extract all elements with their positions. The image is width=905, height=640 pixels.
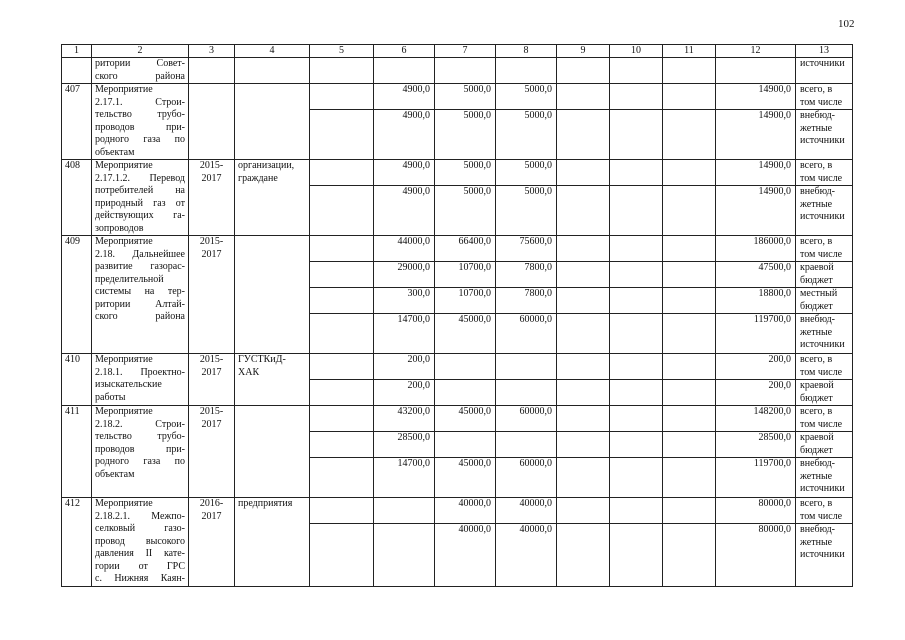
row-number-cell [62,58,92,84]
total-amount-cell: 18800,0 [716,288,796,314]
empty-cell-col11 [663,262,716,288]
description-line: проводов при- [95,121,185,133]
amount-cell-col6: 4900,0 [374,186,435,236]
amount-cell-col8: 5000,0 [496,110,557,160]
executor-cell [235,406,310,498]
empty-cell-col10 [610,458,663,498]
amount-cell-col7: 40000,0 [435,498,496,524]
table-row [62,160,853,186]
total-amount-cell: 47500,0 [716,262,796,288]
funding-source-cell: всего, в том числе [796,236,853,262]
description-line: зопроводов [95,222,144,234]
empty-cell-col11 [663,160,716,186]
total-amount-cell: 28500,0 [716,432,796,458]
column-header: 3 [189,45,235,58]
table-row [62,406,853,432]
column-header: 4 [235,45,310,58]
amount-cell-col6 [374,498,435,524]
column-header: 9 [557,45,610,58]
amount-cell-col7 [435,432,496,458]
description-line: родного газа по [95,456,185,467]
empty-cell-col5 [310,458,374,498]
empty-cell-col5 [310,432,374,458]
column-header: 8 [496,45,557,58]
total-amount-cell: 14900,0 [716,110,796,160]
funding-source-cell: всего, в том числе [796,354,853,380]
description-line: изыскательские [95,379,162,390]
funding-source-cell: внебюд- жетные источники [796,186,853,236]
empty-cell-col11 [663,288,716,314]
funding-source-cell: источники [796,58,853,84]
description-line: тельство трубо- [95,109,185,120]
amount-cell-col7: 5000,0 [435,186,496,236]
amount-cell-col8: 7800,0 [496,262,557,288]
empty-cell-col9 [557,458,610,498]
empty-cell-col5 [310,498,374,524]
empty-cell-col5 [310,236,374,262]
description-line: Мероприятие [95,406,153,417]
description-cell [92,498,189,587]
empty-cell-col9 [557,186,610,236]
empty-cell-col5 [310,288,374,314]
empty-cell-col9 [557,406,610,432]
row-number-cell: 409 [62,236,92,354]
row-number-cell: 410 [62,354,92,406]
total-amount-cell: 14900,0 [716,160,796,186]
column-header: 1 [62,45,92,58]
executor-cell: организации, граждане [235,160,310,236]
empty-cell-col9 [557,354,610,380]
description-line: с. Нижняя Каян- [95,573,185,584]
description-line: гории от ГРС [95,560,185,572]
amount-cell-col6: 200,0 [374,354,435,380]
amount-cell-col7: 10700,0 [435,288,496,314]
amount-cell-col6 [374,524,435,586]
empty-cell-col9 [557,380,610,406]
empty-cell-col11 [663,186,716,236]
empty-cell-col11 [663,236,716,262]
program-table [61,44,853,587]
amount-cell-col8 [496,58,557,84]
amount-cell-col7: 5000,0 [435,110,496,160]
funding-source-cell: всего, в том числе [796,406,853,432]
amount-cell-col7 [435,58,496,84]
empty-cell-col11 [663,498,716,524]
description-line: системы на тер- [95,286,185,297]
description-cell [92,84,189,160]
executor-cell [235,84,310,160]
amount-cell-col8: 5000,0 [496,160,557,186]
table-row [62,236,853,262]
row-number-cell: 408 [62,160,92,236]
empty-cell-col10 [610,84,663,110]
description-line: Мероприятие [95,160,153,171]
description-line: 2.18.2. Строи- [95,418,185,430]
description-line: природный газ от [95,197,185,209]
description-line: тельство трубо- [95,431,185,442]
empty-cell-col10 [610,432,663,458]
years-cell: 2016- 2017 [189,498,235,587]
amount-cell-col8 [496,380,557,406]
column-header: 6 [374,45,435,58]
years-cell: 2015- 2017 [189,236,235,354]
description-line: 2.17.1.2. Перевод [95,172,185,184]
description-cell [92,236,189,354]
column-header: 10 [610,45,663,58]
executor-cell: предприятия [235,498,310,587]
description-line: объектам [95,146,135,158]
funding-source-cell: всего, в том числе [796,160,853,186]
row-number-cell: 412 [62,498,92,587]
description-cell [92,160,189,236]
empty-cell-col11 [663,380,716,406]
description-line: работы [95,391,126,403]
amount-cell-col7 [435,354,496,380]
description-line: провод высокого [95,535,185,547]
empty-cell-col11 [663,84,716,110]
column-header: 7 [435,45,496,58]
description-line: ского района [95,70,185,82]
description-line: 2.17.1. Строи- [95,96,185,108]
description-line: потребителей на [95,185,185,196]
description-line: объектам [95,468,135,480]
description-line: 2.18. Дальнейшее [95,248,185,260]
funding-source-cell: внебюд- жетные источники [796,524,853,586]
description-line: селковый газо- [95,523,185,534]
years-cell: 2015- 2017 [189,406,235,498]
empty-cell-col5 [310,160,374,186]
description-line: родного газа по [95,134,185,145]
empty-cell-col11 [663,458,716,498]
funding-source-cell: краевой бюджет [796,380,853,406]
table-row [62,354,853,380]
description-cell [92,354,189,406]
empty-cell-col10 [610,58,663,84]
empty-cell-col10 [610,380,663,406]
total-amount-cell [716,58,796,84]
description-line: Мероприятие [95,498,153,509]
total-amount-cell: 80000,0 [716,524,796,586]
amount-cell-col6: 29000,0 [374,262,435,288]
years-cell: 2015- 2017 [189,160,235,236]
table-row [62,84,853,110]
years-cell: 2015- 2017 [189,354,235,406]
empty-cell-col10 [610,186,663,236]
funding-source-cell: всего, в том числе [796,498,853,524]
empty-cell-col10 [610,406,663,432]
empty-cell-col11 [663,110,716,160]
empty-cell-col11 [663,354,716,380]
empty-cell-col9 [557,498,610,524]
description-line: Мероприятие [95,354,153,365]
empty-cell-col10 [610,354,663,380]
table-row [62,498,853,524]
empty-cell-col11 [663,314,716,354]
executor-cell: ГУСТКиД- ХАК [235,354,310,406]
amount-cell-col7: 45000,0 [435,406,496,432]
empty-cell-col11 [663,432,716,458]
empty-cell-col5 [310,58,374,84]
empty-cell-col10 [610,524,663,586]
empty-cell-col10 [610,288,663,314]
amount-cell-col8 [496,432,557,458]
total-amount-cell: 186000,0 [716,236,796,262]
description-line: 2.18.1. Проектно- [95,366,185,378]
empty-cell-col10 [610,110,663,160]
amount-cell-col8: 75600,0 [496,236,557,262]
total-amount-cell: 14900,0 [716,84,796,110]
description-line: ритории Совет- [95,58,185,69]
funding-source-cell: внебюд- жетные источники [796,458,853,498]
empty-cell-col5 [310,406,374,432]
funding-source-cell: внебюд- жетные источники [796,110,853,160]
amount-cell-col7: 40000,0 [435,524,496,586]
empty-cell-col11 [663,524,716,586]
empty-cell-col11 [663,58,716,84]
total-amount-cell: 119700,0 [716,458,796,498]
amount-cell-col7: 5000,0 [435,84,496,110]
description-line: проводов при- [95,443,185,455]
column-header: 12 [716,45,796,58]
description-line: пределительной [95,273,164,285]
amount-cell-col8: 5000,0 [496,84,557,110]
column-header: 5 [310,45,374,58]
amount-cell-col7: 10700,0 [435,262,496,288]
empty-cell-col10 [610,314,663,354]
years-cell [189,84,235,160]
amount-cell-col6: 14700,0 [374,458,435,498]
empty-cell-col11 [663,406,716,432]
column-header-row [62,45,853,58]
funding-source-cell: внебюд- жетные источники [796,314,853,354]
amount-cell-col6: 28500,0 [374,432,435,458]
empty-cell-col9 [557,524,610,586]
amount-cell-col8: 60000,0 [496,406,557,432]
amount-cell-col6: 4900,0 [374,84,435,110]
amount-cell-col8 [496,354,557,380]
page-number: 102 [838,18,855,30]
column-header: 13 [796,45,853,58]
amount-cell-col6: 43200,0 [374,406,435,432]
amount-cell-col6: 44000,0 [374,236,435,262]
empty-cell-col10 [610,236,663,262]
empty-cell-col9 [557,236,610,262]
amount-cell-col8: 5000,0 [496,186,557,236]
total-amount-cell: 200,0 [716,380,796,406]
amount-cell-col8: 40000,0 [496,498,557,524]
table-row [62,58,853,84]
amount-cell-col6: 200,0 [374,380,435,406]
amount-cell-col7: 66400,0 [435,236,496,262]
empty-cell-col9 [557,110,610,160]
empty-cell-col9 [557,160,610,186]
executor-cell [235,236,310,354]
description-cell [92,58,189,84]
description-line: действующих га- [95,210,185,221]
description-line: Мероприятие [95,84,153,95]
empty-cell-col5 [310,524,374,586]
empty-cell-col5 [310,262,374,288]
empty-cell-col9 [557,288,610,314]
amount-cell-col6 [374,58,435,84]
empty-cell-col10 [610,160,663,186]
empty-cell-col5 [310,314,374,354]
description-line: Мероприятие [95,236,153,247]
empty-cell-col9 [557,432,610,458]
column-header: 11 [663,45,716,58]
amount-cell-col7: 45000,0 [435,458,496,498]
total-amount-cell: 119700,0 [716,314,796,354]
row-number-cell: 411 [62,406,92,498]
description-line: ритории Алтай- [95,298,185,310]
total-amount-cell: 200,0 [716,354,796,380]
description-cell [92,406,189,498]
empty-cell-col5 [310,110,374,160]
amount-cell-col8: 40000,0 [496,524,557,586]
amount-cell-col8: 60000,0 [496,314,557,354]
empty-cell-col9 [557,314,610,354]
funding-source-cell: краевой бюджет [796,432,853,458]
empty-cell-col10 [610,498,663,524]
empty-cell-col10 [610,262,663,288]
years-cell [189,58,235,84]
amount-cell-col6: 14700,0 [374,314,435,354]
total-amount-cell: 148200,0 [716,406,796,432]
amount-cell-col6: 300,0 [374,288,435,314]
funding-source-cell: краевой бюджет [796,262,853,288]
column-header: 2 [92,45,189,58]
empty-cell-col9 [557,84,610,110]
funding-source-cell: всего, в том числе [796,84,853,110]
empty-cell-col5 [310,380,374,406]
executor-cell [235,58,310,84]
empty-cell-col5 [310,84,374,110]
amount-cell-col7: 5000,0 [435,160,496,186]
funding-source-cell: местный бюджет [796,288,853,314]
description-line: давления II кате- [95,548,185,559]
total-amount-cell: 80000,0 [716,498,796,524]
empty-cell-col5 [310,354,374,380]
empty-cell-col9 [557,58,610,84]
total-amount-cell: 14900,0 [716,186,796,236]
empty-cell-col5 [310,186,374,236]
amount-cell-col8: 7800,0 [496,288,557,314]
amount-cell-col6: 4900,0 [374,160,435,186]
description-line: ского района [95,311,185,322]
amount-cell-col7: 45000,0 [435,314,496,354]
amount-cell-col6: 4900,0 [374,110,435,160]
amount-cell-col8: 60000,0 [496,458,557,498]
row-number-cell: 407 [62,84,92,160]
description-line: развитие газорас- [95,261,185,272]
amount-cell-col7 [435,380,496,406]
empty-cell-col9 [557,262,610,288]
description-line: 2.18.2.1. Межпо- [95,510,185,522]
